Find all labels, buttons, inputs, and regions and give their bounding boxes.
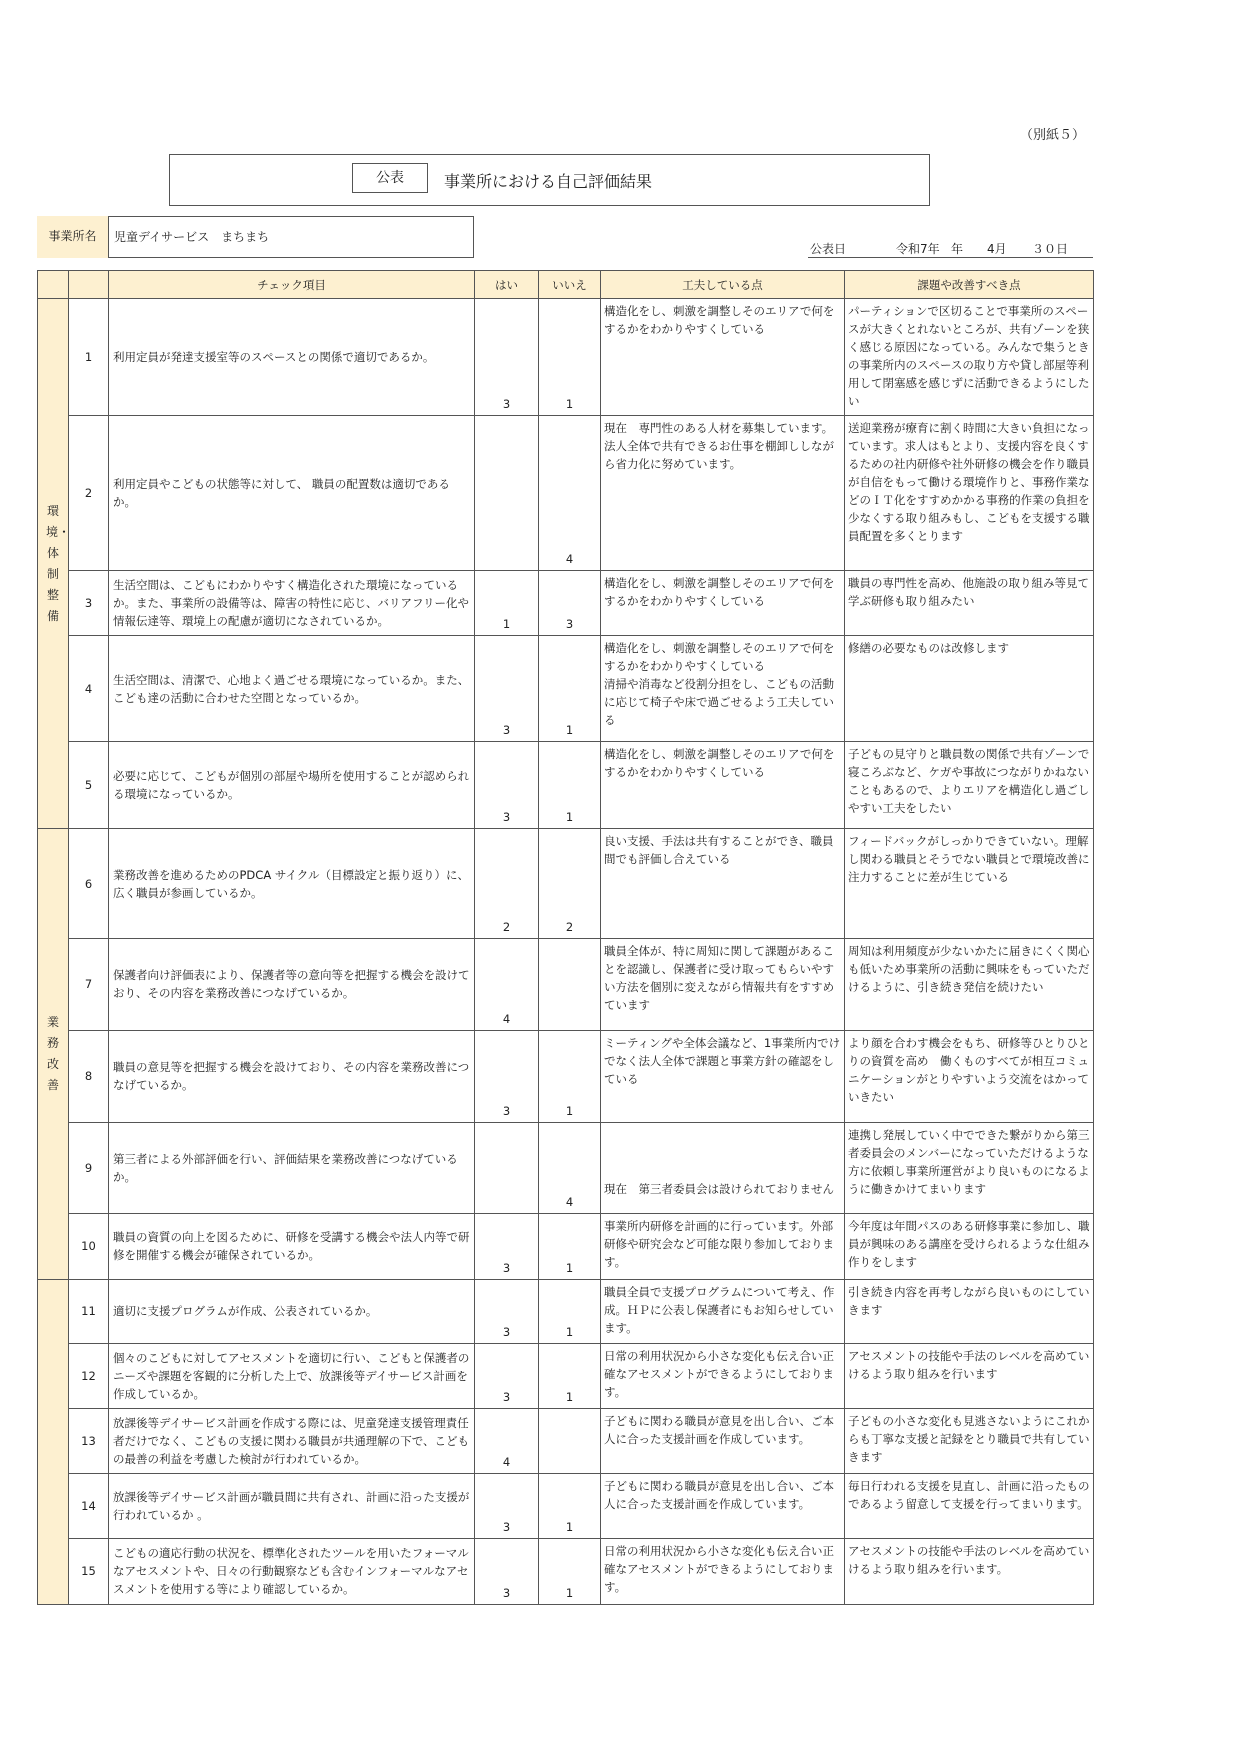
row-number: 5 [69, 742, 109, 829]
yes-count: 3 [475, 299, 539, 416]
issues-text: パーティションで区切ることで事業所のスペースが大きくとれないところが、共有ゾーンを狭く感じる原因になっている。みんなで集うときの事業所内のスペースの取り方や貸し部屋等利用して閉塞感を感じずに活動できるようにしたい [845, 299, 1094, 416]
row-number: 14 [69, 1473, 109, 1538]
category-label: 業務改善 [46, 1015, 59, 1093]
pub-date-day: ３０日 [1032, 242, 1069, 256]
row-number: 8 [69, 1030, 109, 1122]
yes-count: 3 [475, 1213, 539, 1279]
check-item: 放課後等デイサービス計画が職員間に共有され、計画に沿った支援が行われているか 。 [109, 1473, 475, 1538]
yes-count: 3 [475, 742, 539, 829]
yes-count: 3 [475, 1030, 539, 1122]
effort-text: 子どもに関わる職員が意見を出し合い、ご本人に合った支援計画を作成しています。 [601, 1408, 845, 1473]
issues-text: 周知は利用頻度が少ないかたに届きにくく関心も低いため事業所の活動に興味をもっていただけるように、引き続き発信を続けたい [845, 939, 1094, 1030]
yes-count: 4 [475, 1408, 539, 1473]
issues-text: 子どもの小さな変化も見逃さないようにこれからも丁寧な支援と記録をとり職員で共有していきます [845, 1408, 1094, 1473]
row-number: 4 [69, 636, 109, 742]
check-item: 必要に応じて、こどもが個別の部屋や場所を使用することが認められる環境になっているか。 [109, 742, 475, 829]
no-count: 1 [539, 1279, 601, 1343]
table-row [38, 1122, 1094, 1213]
table-row [38, 636, 1094, 742]
header-effort: 工夫している点 [601, 271, 845, 299]
row-number: 10 [69, 1213, 109, 1279]
pub-date-label: 公表日 [810, 242, 847, 256]
effort-text: 現在 専門性のある人材を募集しています。法人全体で共有できるお仕事を棚卸ししながら省力化に努めています。 [601, 416, 845, 571]
table-row [38, 1538, 1094, 1604]
no-count: 1 [539, 1473, 601, 1538]
table-header-row [38, 271, 1094, 299]
effort-text: 現在 第三者委員会は設けられておりません [601, 1122, 845, 1213]
header-issues: 課題や改善すべき点 [845, 271, 1094, 299]
pub-date-month: 4月 [987, 242, 1007, 256]
header-number [69, 271, 109, 299]
check-item: こどもの適応行動の状況を、標準化されたツールを用いたフォーマルなアセスメントや、日々の行動観察なども含むインフォーマルなアセスメントを使用する等により確認しているか。 [109, 1538, 475, 1604]
row-number: 15 [69, 1538, 109, 1604]
issues-text: アセスメントの技能や手法のレベルを高めていけるよう取り組みを行います [845, 1343, 1094, 1408]
publication-tag: 公表 [352, 163, 428, 193]
issues-text: 職員の専門性を高め、他施設の取り組み等見て学ぶ研修も取り組みたい [845, 571, 1094, 636]
issues-text: 送迎業務が療育に割く時間に大きい負担になっています。求人はもとより、支援内容を良くするための社内研修や社外研修の機会を作り職員が自信をもって働ける環境作りと、事務作業などのＩＴ化をすすめかかる事務的作業の負担を少なくする取り組みもし、こどもを支援する職員配置を多くとります [845, 416, 1094, 571]
table-row [38, 1213, 1094, 1279]
office-name: 児童デイサービス まちまち [114, 230, 270, 244]
yes-count: 3 [475, 1343, 539, 1408]
issues-text: より顔を合わす機会をもち、研修等ひとりひとりの資質を高め 働くものすべてが相互コミュニケーションがとりやすいよう交流をはかっていきたい [845, 1030, 1094, 1122]
effort-text: 日常の利用状況から小さな変化も伝え合い正確なアセスメントができるようにしております。 [601, 1538, 845, 1604]
check-item: 第三者による外部評価を行い、評価結果を業務改善につなげているか。 [109, 1122, 475, 1213]
issues-text: アセスメントの技能や手法のレベルを高めていけるよう取り組みを行います。 [845, 1538, 1094, 1604]
effort-text: ミーティングや全体会議など、1事業所内でけでなく法人全体で課題と事業方針の確認をしている [601, 1030, 845, 1122]
table-row [38, 939, 1094, 1030]
pub-date-year-unit: 年 [951, 242, 964, 256]
row-number: 9 [69, 1122, 109, 1213]
table-row [38, 1343, 1094, 1408]
category-business-improvement [38, 829, 69, 1279]
issues-text: 引き続き内容を再考しながら良いものにしていきます [845, 1279, 1094, 1343]
yes-count: 1 [475, 571, 539, 636]
check-item: 利用定員が発達支援室等のスペースとの関係で適切であるか。 [109, 299, 475, 416]
yes-count [475, 416, 539, 571]
effort-text: 構造化をし、刺激を調整しそのエリアで何をするかをわかりやすくしている [601, 299, 845, 416]
table-row [38, 1279, 1094, 1343]
yes-count: 3 [475, 636, 539, 742]
check-item: 職員の資質の向上を図るために、研修を受講する機会や法人内等で研修を開催する機会が確保されているか。 [109, 1213, 475, 1279]
check-item: 生活空間は、清潔で、心地よく過ごせる環境になっているか。また、こども達の活動に合わせた空間となっているか。 [109, 636, 475, 742]
evaluation-table [37, 270, 1094, 1605]
yes-count [475, 1122, 539, 1213]
issues-text: 今年度は年間パスのある研修事業に参加し、職員が興味のある講座を受けられるような仕組み作りをします [845, 1213, 1094, 1279]
effort-text: 日常の利用状況から小さな変化も伝え合い正確なアセスメントができるようにしております。 [601, 1343, 845, 1408]
issues-text: フィードバックがしっかりできていない。理解し関わる職員とそうでない職員とで環境改善に注力することに差が生じている [845, 829, 1094, 939]
yes-count: 2 [475, 829, 539, 939]
no-count: 1 [539, 742, 601, 829]
table-row [38, 416, 1094, 571]
header-category [38, 271, 69, 299]
table-row [38, 1473, 1094, 1538]
effort-text: 構造化をし、刺激を調整しそのエリアで何をするかをわかりやすくしている [601, 571, 845, 636]
header-yes: はい [475, 271, 539, 299]
row-number: 3 [69, 571, 109, 636]
office-label: 事業所名 [37, 216, 109, 258]
check-item: 放課後等デイサービス計画を作成する際には、児童発達支援管理責任者だけでなく、こどもの支援に関わる職員が共通理解の下で、こどもの最善の利益を考慮した検討が行われているか。 [109, 1408, 475, 1473]
no-count: 4 [539, 1122, 601, 1213]
row-number: 2 [69, 416, 109, 571]
no-count [539, 1408, 601, 1473]
no-count: 3 [539, 571, 601, 636]
check-item: 生活空間は、こどもにわかりやすく構造化された環境になっているか。また、事業所の設備等は、障害の特性に応じ、バリアフリー化や情報伝達等、環境上の配慮が適切になされているか。 [109, 571, 475, 636]
row-number: 7 [69, 939, 109, 1030]
no-count: 1 [539, 636, 601, 742]
effort-text: 職員全体が、特に周知に関して課題があることを認識し、保護者に受け取ってもらいやすい方法を個別に変えながら情報共有をすすめています [601, 939, 845, 1030]
issues-text: 連携し発展していく中でできた繋がりから第三者委員会のメンバーになっていただけるような方に依頼し事業所運営がより良いものになるように働きかけてまいります [845, 1122, 1094, 1213]
no-count: 4 [539, 416, 601, 571]
no-count [539, 939, 601, 1030]
check-item: 適切に支援プログラムが作成、公表されているか。 [109, 1279, 475, 1343]
yes-count: 3 [475, 1279, 539, 1343]
no-count: 1 [539, 1213, 601, 1279]
no-count: 1 [539, 299, 601, 416]
category-label: 環境・体制整備 [46, 503, 71, 623]
page-title: 事業所における自己評価結果 [444, 172, 653, 191]
effort-text: 職員全員で支援プログラムについて考え、作成。ＨＰに公表し保護者にもお知らせしています。 [601, 1279, 845, 1343]
table-row [38, 1030, 1094, 1122]
issues-text: 子どもの見守りと職員数の関係で共有ゾーンで寝ころぶなど、ケガや事故につながりかねないこともあるので、よりエリアを構造化し過ごしやすい工夫をしたい [845, 742, 1094, 829]
header-no: いいえ [539, 271, 601, 299]
issues-text: 修繕の必要なものは改修します [845, 636, 1094, 742]
row-number: 13 [69, 1408, 109, 1473]
effort-text: 構造化をし、刺激を調整しそのエリアで何をするかをわかりやすくしている 清掃や消毒など役割分担をし、こどもの活動に応じて椅子や床で過ごせるよう工夫している [601, 636, 845, 742]
effort-text: 良い支援、手法は共有することができ、職員間でも評価し合えている [601, 829, 845, 939]
table-row [38, 571, 1094, 636]
category-environment [38, 299, 69, 829]
effort-text: 事業所内研修を計画的に行っています。外部研修や研究会など可能な限り参加しております。 [601, 1213, 845, 1279]
issues-text: 毎日行われる支援を見直し、計画に沿ったものであるよう留意して支援を行ってまいります。 [845, 1473, 1094, 1538]
effort-text: 構造化をし、刺激を調整しそのエリアで何をするかをわかりやすくしている [601, 742, 845, 829]
no-count: 1 [539, 1030, 601, 1122]
row-number: 1 [69, 299, 109, 416]
table-row [38, 742, 1094, 829]
effort-text: 子どもに関わる職員が意見を出し合い、ご本人に合った支援計画を作成しています。 [601, 1473, 845, 1538]
appendix-note: （別紙５） [1020, 128, 1086, 143]
check-item: 業務改善を進めるためのPDCA サイクル（目標設定と振り返り）に、広く職員が参画しているか。 [109, 829, 475, 939]
no-count: 2 [539, 829, 601, 939]
row-number: 6 [69, 829, 109, 939]
yes-count: 3 [475, 1538, 539, 1604]
no-count: 1 [539, 1343, 601, 1408]
check-item: 利用定員やこどもの状態等に対して、 職員の配置数は適切であるか。 [109, 416, 475, 571]
table-row [38, 1408, 1094, 1473]
row-number: 11 [69, 1279, 109, 1343]
yes-count: 3 [475, 1473, 539, 1538]
check-item: 保護者向け評価表により、保護者等の意向等を把握する機会を設けており、その内容を業務改善につなげているか。 [109, 939, 475, 1030]
row-number: 12 [69, 1343, 109, 1408]
no-count: 1 [539, 1538, 601, 1604]
header-check-item: チェック項目 [109, 271, 475, 299]
pub-date-underline [808, 257, 1093, 258]
category-support-planning [38, 1279, 69, 1604]
check-item: 職員の意見等を把握する機会を設けており、その内容を業務改善につなげているか。 [109, 1030, 475, 1122]
yes-count: 4 [475, 939, 539, 1030]
check-item: 個々のこどもに対してアセスメントを適切に行い、こどもと保護者のニーズや課題を客観的に分析した上で、放課後等デイサービス計画を作成しているか。 [109, 1343, 475, 1408]
table-row [38, 829, 1094, 939]
pub-date-era-year: 令和7年 [896, 242, 940, 256]
table-row [38, 299, 1094, 416]
